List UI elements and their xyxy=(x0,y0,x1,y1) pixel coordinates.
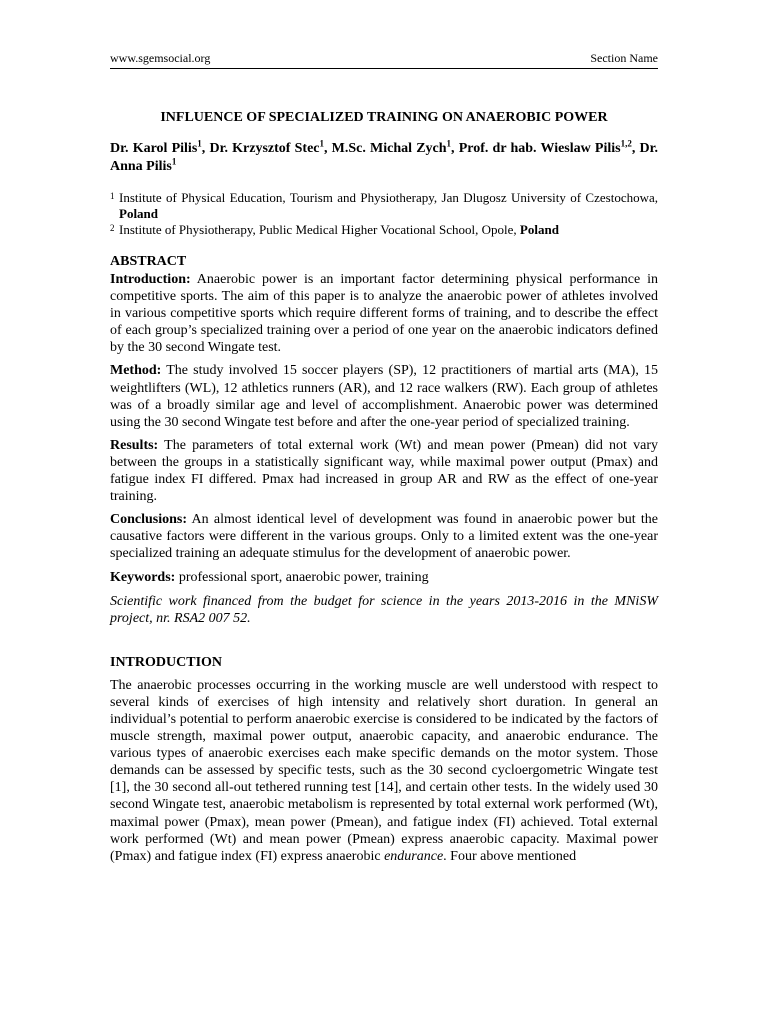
introduction-text-tail: . Four above mentioned xyxy=(443,848,577,864)
keywords-label: Keywords: xyxy=(110,569,176,585)
paper-title: INFLUENCE OF SPECIALIZED TRAINING ON ANAEROBIC POWER xyxy=(160,110,608,125)
author-name: M.Sc. Michal Zych xyxy=(331,141,447,156)
keywords-text: professional sport, anaerobic power, training xyxy=(175,569,429,585)
abstract-keywords xyxy=(110,569,658,586)
affiliation-country: Poland xyxy=(119,206,159,221)
funding-note: Scientific work financed from the budget for science in the years 2013-2016 in the MNiSW project, nr. RSA2 007 52. xyxy=(110,593,658,626)
affiliations xyxy=(110,190,658,238)
header-section-name: Section Name xyxy=(590,51,658,65)
introduction-heading: INTRODUCTION xyxy=(110,654,223,670)
article-body xyxy=(110,108,658,865)
affiliation-country: Poland xyxy=(519,222,559,237)
introduction-emphasis: endurance xyxy=(384,848,444,864)
author-name: Dr. Krzysztof Stec xyxy=(209,141,320,156)
introduction-paragraph xyxy=(110,677,658,865)
author-affiliation-mark: 1 xyxy=(446,138,452,149)
abstract-results xyxy=(110,437,658,505)
method-label: Method: xyxy=(110,363,162,379)
affiliation-text: Institute of Physiotherapy, Public Medical Higher Vocational School, Opole, xyxy=(119,222,520,237)
conclusions-label: Conclusions: xyxy=(110,512,188,528)
abstract-method xyxy=(110,362,658,430)
introduction-text-main: The anaerobic processes occurring in the working muscle are well understood with respect to several kinds of exercises of high intensity and relatively short duration. In general an individual’s potential to perform anaerobic exercise is considered to be indicated by the factors of muscle strength, maximal power output, anaerobic capacity, and anaerobic endurance. The various types of anaerobic exercises each make specific demands on the motor system. Those demands can be assessed by specific tests, such as the 30 second cycloergometric Wingate test [1], the 30 second all-out tethered running test [14], and certain other tests. In the widely used 30 second Wingate test, anaerobic metabolism is represented by total external work performed (Wt), maximal power (Pmax), mean power (Pmean), and fatigue index (FI) achieved. Total external work performed (Wt) and mean power (Pmean) express anaerobic capacity. Maximal power (Pmax) and fatigue index (FI) express anaerobic xyxy=(110,677,658,864)
running-header xyxy=(110,50,658,69)
introduction-text: Anaerobic power is an important factor determining physical performance in competitive sports. The aim of this paper is to analyze the anaerobic power of athletes involved in various competitive sports which require different forms of training, and to describe the effect of each group’s specialized training over a period of one year on the anaerobic indicators defined by the 30 second Wingate test. xyxy=(110,272,658,356)
introduction-label: Introduction: xyxy=(110,272,191,287)
author-affiliation-mark: 1 xyxy=(171,156,177,167)
author-list: Dr. Karol Pilis$^1$, Dr. Krzysztof Stec$^1$, M.Sc. Michal Zych$^1$, Prof. dr hab. Wieslaw Pilis$^{1,2}$, Dr. Anna Pilis$^1$ xyxy=(110,138,659,174)
author-name: Prof. dr hab. Wieslaw Pilis xyxy=(458,141,621,156)
abstract-introduction xyxy=(110,271,658,356)
author-affiliation-mark: 1 xyxy=(319,138,324,149)
conclusions-text: An almost identical level of development was found in anaerobic power but the causative factors were different in the various groups. Only to a limited extent was the one-year specialized training an adequate stimulus for the development of anaerobic power. xyxy=(110,512,658,562)
results-text: The parameters of total external work (Wt) and mean power (Pmean) did not vary between the groups in a statistically significant way, while maximal power output (Pmax) and fatigue index FI differed. Pmax had increased in group AR and RW as the effect of one-year training. xyxy=(110,437,658,505)
affiliation-1: 1 Institute of Physical Education, Tourism and Physiotherapy, Jan Dlugosz University of Czestochowa, Poland xyxy=(110,190,658,221)
affiliation-text: Institute of Physical Education, Tourism and Physiotherapy, Jan Dlugosz University of Czestochowa, xyxy=(119,190,658,205)
affiliation-2: 2 Institute of Physiotherapy, Public Medical Higher Vocational School, Opole, Poland xyxy=(110,222,559,237)
results-label: Results: xyxy=(110,437,159,453)
abstract-conclusions xyxy=(110,511,658,562)
author-name: Dr. Anna Pilis xyxy=(110,141,659,174)
header-website: www.sgemsocial.org xyxy=(110,51,211,65)
abstract-heading: ABSTRACT xyxy=(110,254,187,269)
method-text: The study involved 15 soccer players (SP), 12 practitioners of martial arts (MA), 15 weightlifters (WL), 12 athletics runners (AR), and 12 race walkers (RW). Each group of athletes was of a broadly similar age and level of accomplishment. Anaerobic power was determined using the 30 second Wingate test before and after the one-year period of specialized training. xyxy=(110,363,658,430)
author-affiliation-mark: 1 xyxy=(197,138,202,149)
author-affiliation-mark: 1,2 xyxy=(620,138,632,149)
author-name: Dr. Karol Pilis xyxy=(110,141,198,156)
